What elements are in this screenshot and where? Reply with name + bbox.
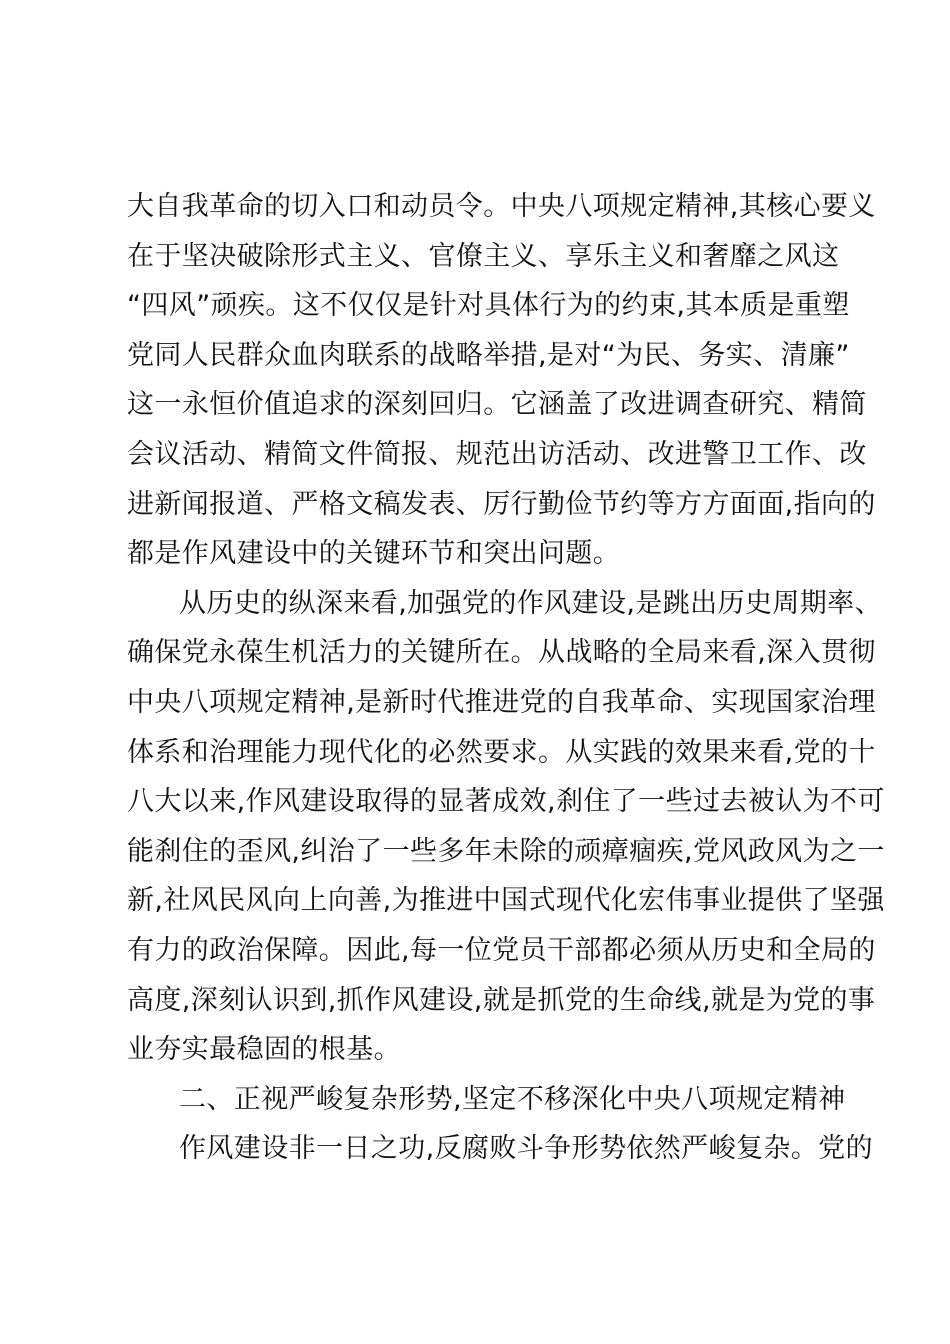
text-line: 业夯实最稳固的根基。 [127, 1034, 401, 1066]
section-heading: 二、正视严峻复杂形势,坚定不移深化中央八项规定精神 [179, 1083, 846, 1115]
body-text [127, 182, 885, 1174]
paragraph-3 [127, 1124, 873, 1174]
text-line: 会议活动、精简文件简报、规范出访活动、改进警卫工作、改 [127, 438, 867, 470]
text-line: “四风”顽疾。这不仅仅是针对具体行为的约束,其本质是重塑 [127, 290, 850, 322]
text-line: 从历史的纵深来看,加强党的作风建设,是跳出历史周期率、 [179, 587, 882, 619]
text-line: 有力的政治保障。因此,每一位党员干部都必须从历史和全局的 [127, 934, 876, 966]
text-line: 八大以来,作风建设取得的显著成效,刹住了一些过去被认为不可 [127, 786, 885, 818]
text-line: 体系和治理能力现代化的必然要求。从实践的效果来看,党的十 [127, 736, 876, 768]
text-line: 大自我革命的切入口和动员令。中央八项规定精神,其核心要义 [127, 191, 876, 222]
paragraph-2 [127, 579, 885, 1075]
text-line: 中央八项规定精神,是新时代推进党的自我革命、实现国家治理 [127, 686, 876, 718]
text-line: 这一永恒价值追求的深刻回归。它涵盖了改进调查研究、精简 [127, 389, 867, 421]
paragraph-1 [127, 182, 876, 579]
text-line: 在于坚决破除形式主义、官僚主义、享乐主义和奢靡之风这 [127, 240, 840, 272]
text-line: 能刹住的歪风,纠治了一些多年未除的顽瘴痼疾,党风政风为之一 [127, 835, 885, 867]
text-line: 作风建设非一日之功,反腐败斗争形势依然严峻复杂。党的 [179, 1133, 873, 1165]
text-line: 高度,深刻认识到,抓作风建设,就是抓党的生命线,就是为党的事 [127, 984, 876, 1016]
text-line: 确保党永葆生机活力的关键所在。从战略的全局来看,深入贯彻 [127, 637, 876, 669]
text-line: 新,社风民风向上向善,为推进中国式现代化宏伟事业提供了坚强 [127, 885, 885, 917]
text-line: 党同人民群众血肉联系的战略举措,是对“为民、务实、清廉” [127, 339, 850, 371]
text-line: 都是作风建设中的关键环节和突出问题。 [127, 538, 621, 570]
text-line: 进新闻报道、严格文稿发表、厉行勤俭节约等方方面面,指向的 [127, 488, 876, 520]
